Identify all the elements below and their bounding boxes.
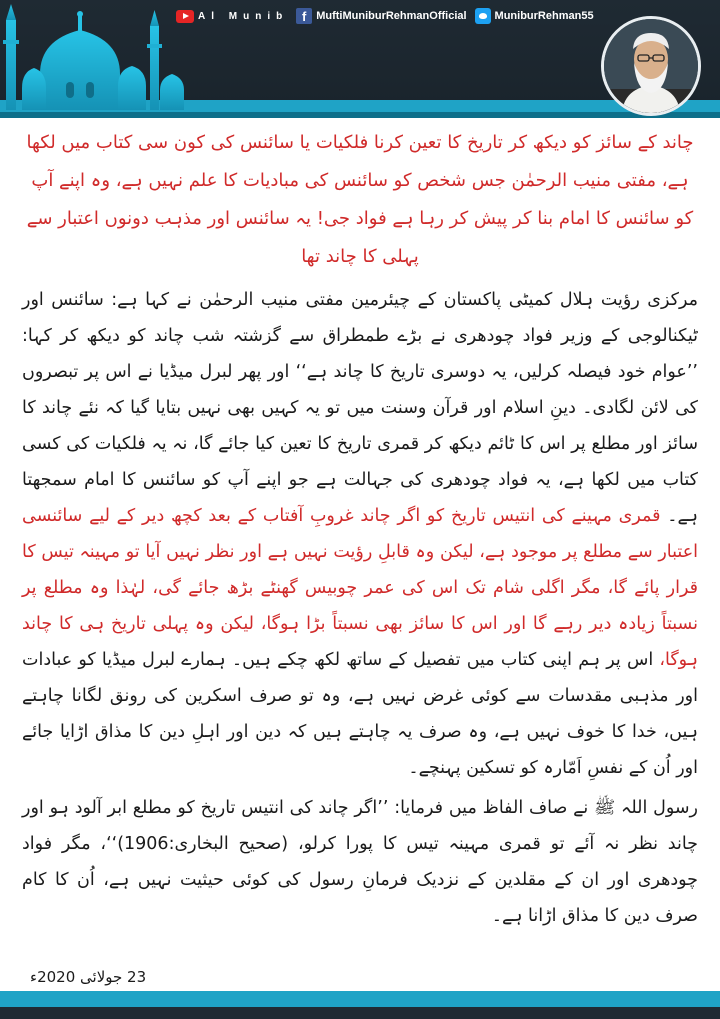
paragraph-1-highlight: قمری مہینے کی انتیس تاریخ کو اگر چاند غروبِ آفتاب کے بعد کچھ دیر کے لیے سائنسی اعتبار سے مطلع پر موجود ہے، لیکن وہ قابلِ رؤیت نہیں ہے اور نظر نہیں آیا تو مہینہ تیس کا قرار پائے گا، مگر اگلی شام تک اس کی عمر چوبیس گھنٹے بڑھ جائے گی، لہٰذا وہ مطلع پر نسبتاً زیادہ دیر رہے گا اور اس کا سائز بھی نسبتاً بڑا ہوگا، لیکن وہ پہلی تاریخ ہی کا چاند ہوگا،	[22, 506, 698, 670]
footer-dark-bar	[0, 1007, 720, 1019]
article-paragraph-1	[22, 282, 698, 786]
facebook-link[interactable]	[296, 8, 466, 24]
avatar	[601, 16, 701, 116]
twitter-icon	[475, 8, 491, 24]
footer-accent-bar	[0, 991, 720, 1007]
facebook-icon: f	[296, 8, 312, 24]
paragraph-1-intro: مرکزی رؤیت ہلال کمیٹی پاکستان کے چیئرمین مفتی منیب الرحمٰن نے کہا ہے: سائنس اور ٹیکنالوجی کے وزیر فواد چودھری نے بڑے طمطراق سے گزشتہ شب چاند کو دیکھ کر کہا: ’’عوام خود فیصلہ کرلیں، یہ دوسری تاریخ کا چاند ہے‘‘ اور پھر لبرل میڈیا نے اس پر تبصروں کی لائن لگادی۔ دینِ اسلام اور قرآن وسنت میں تو یہ کہیں بھی نہیں بتایا گیا کہ نئے چاند کا سائز اور مطلع پر اس کا ٹائم دیکھ کر قمری تاریخ کا تعین کیا جائے گا، نہ یہ فلکیات کی کسی کتاب میں لکھا ہے، یہ فواد چودھری کی جہالت ہے جو اپنے آپ کو سائنس کا امام سمجھتا ہے۔	[22, 290, 698, 526]
twitter-link[interactable]	[475, 8, 594, 24]
paragraph-1-tail: اس پر ہم اپنی کتاب میں تفصیل کے ساتھ لکھ چکے ہیں۔ ہمارے لبرل میڈیا کو عبادات اور مذہبی مقدسات سے کوئی غرض نہیں ہے، وہ تو صرف اسکرین کی رونق لگانا چاہتے ہیں، خدا کا خوف نہیں ہے، وہ صرف یہ چاہتے ہیں کہ دین اور اہلِ دین کا مذاق اڑایا جائے اور اُن کے نفسِ اَمّارہ کو تسکین پہنچے۔	[22, 650, 698, 778]
youtube-icon	[176, 10, 194, 23]
article-body	[22, 124, 698, 934]
twitter-handle: MuniburRehman55	[494, 10, 594, 22]
header-banner	[0, 0, 720, 120]
youtube-link[interactable]	[176, 10, 288, 23]
article-headline: چاند کے سائز کو دیکھ کر تاریخ کا تعین کرنا فلکیات یا سائنس کی کون سی کتاب میں لکھا ہے، مفتی منیب الرحمٰن جس شخص کو سائنس کی مبادیات کا علم نہیں ہے، وہ اپنے آپ کو سائنس کا امام بنا کر پیش کر رہا ہے فواد جی! یہ سائنس اور مذہب دونوں اعتبار سے پہلی کا چاند تھا	[26, 132, 694, 267]
social-links-bar	[176, 6, 594, 26]
portrait-illustration	[604, 19, 698, 113]
article-date: 23 جولائی 2020ء	[30, 968, 147, 986]
facebook-handle: MuftiMuniburRehmanOfficial	[316, 10, 467, 22]
article-paragraph-2: رسول اللہ ﷺ نے صاف الفاظ میں فرمایا: ’’اگر چاند کی انتیس تاریخ کو مطلع ابر آلود ہو اور چاند نظر نہ آئے تو قمری مہینہ تیس کا پورا کرلو، (صحیح البخاری:1906)‘‘، مگر فواد چودھری اور ان کے مقلدین کے نزدیک فرمانِ رسول کی کوئی حیثیت نہیں ہے، اُن کا کام صرف دین کا مذاق اڑانا ہے۔	[22, 798, 699, 926]
brand-name: Al Munib	[198, 10, 289, 22]
